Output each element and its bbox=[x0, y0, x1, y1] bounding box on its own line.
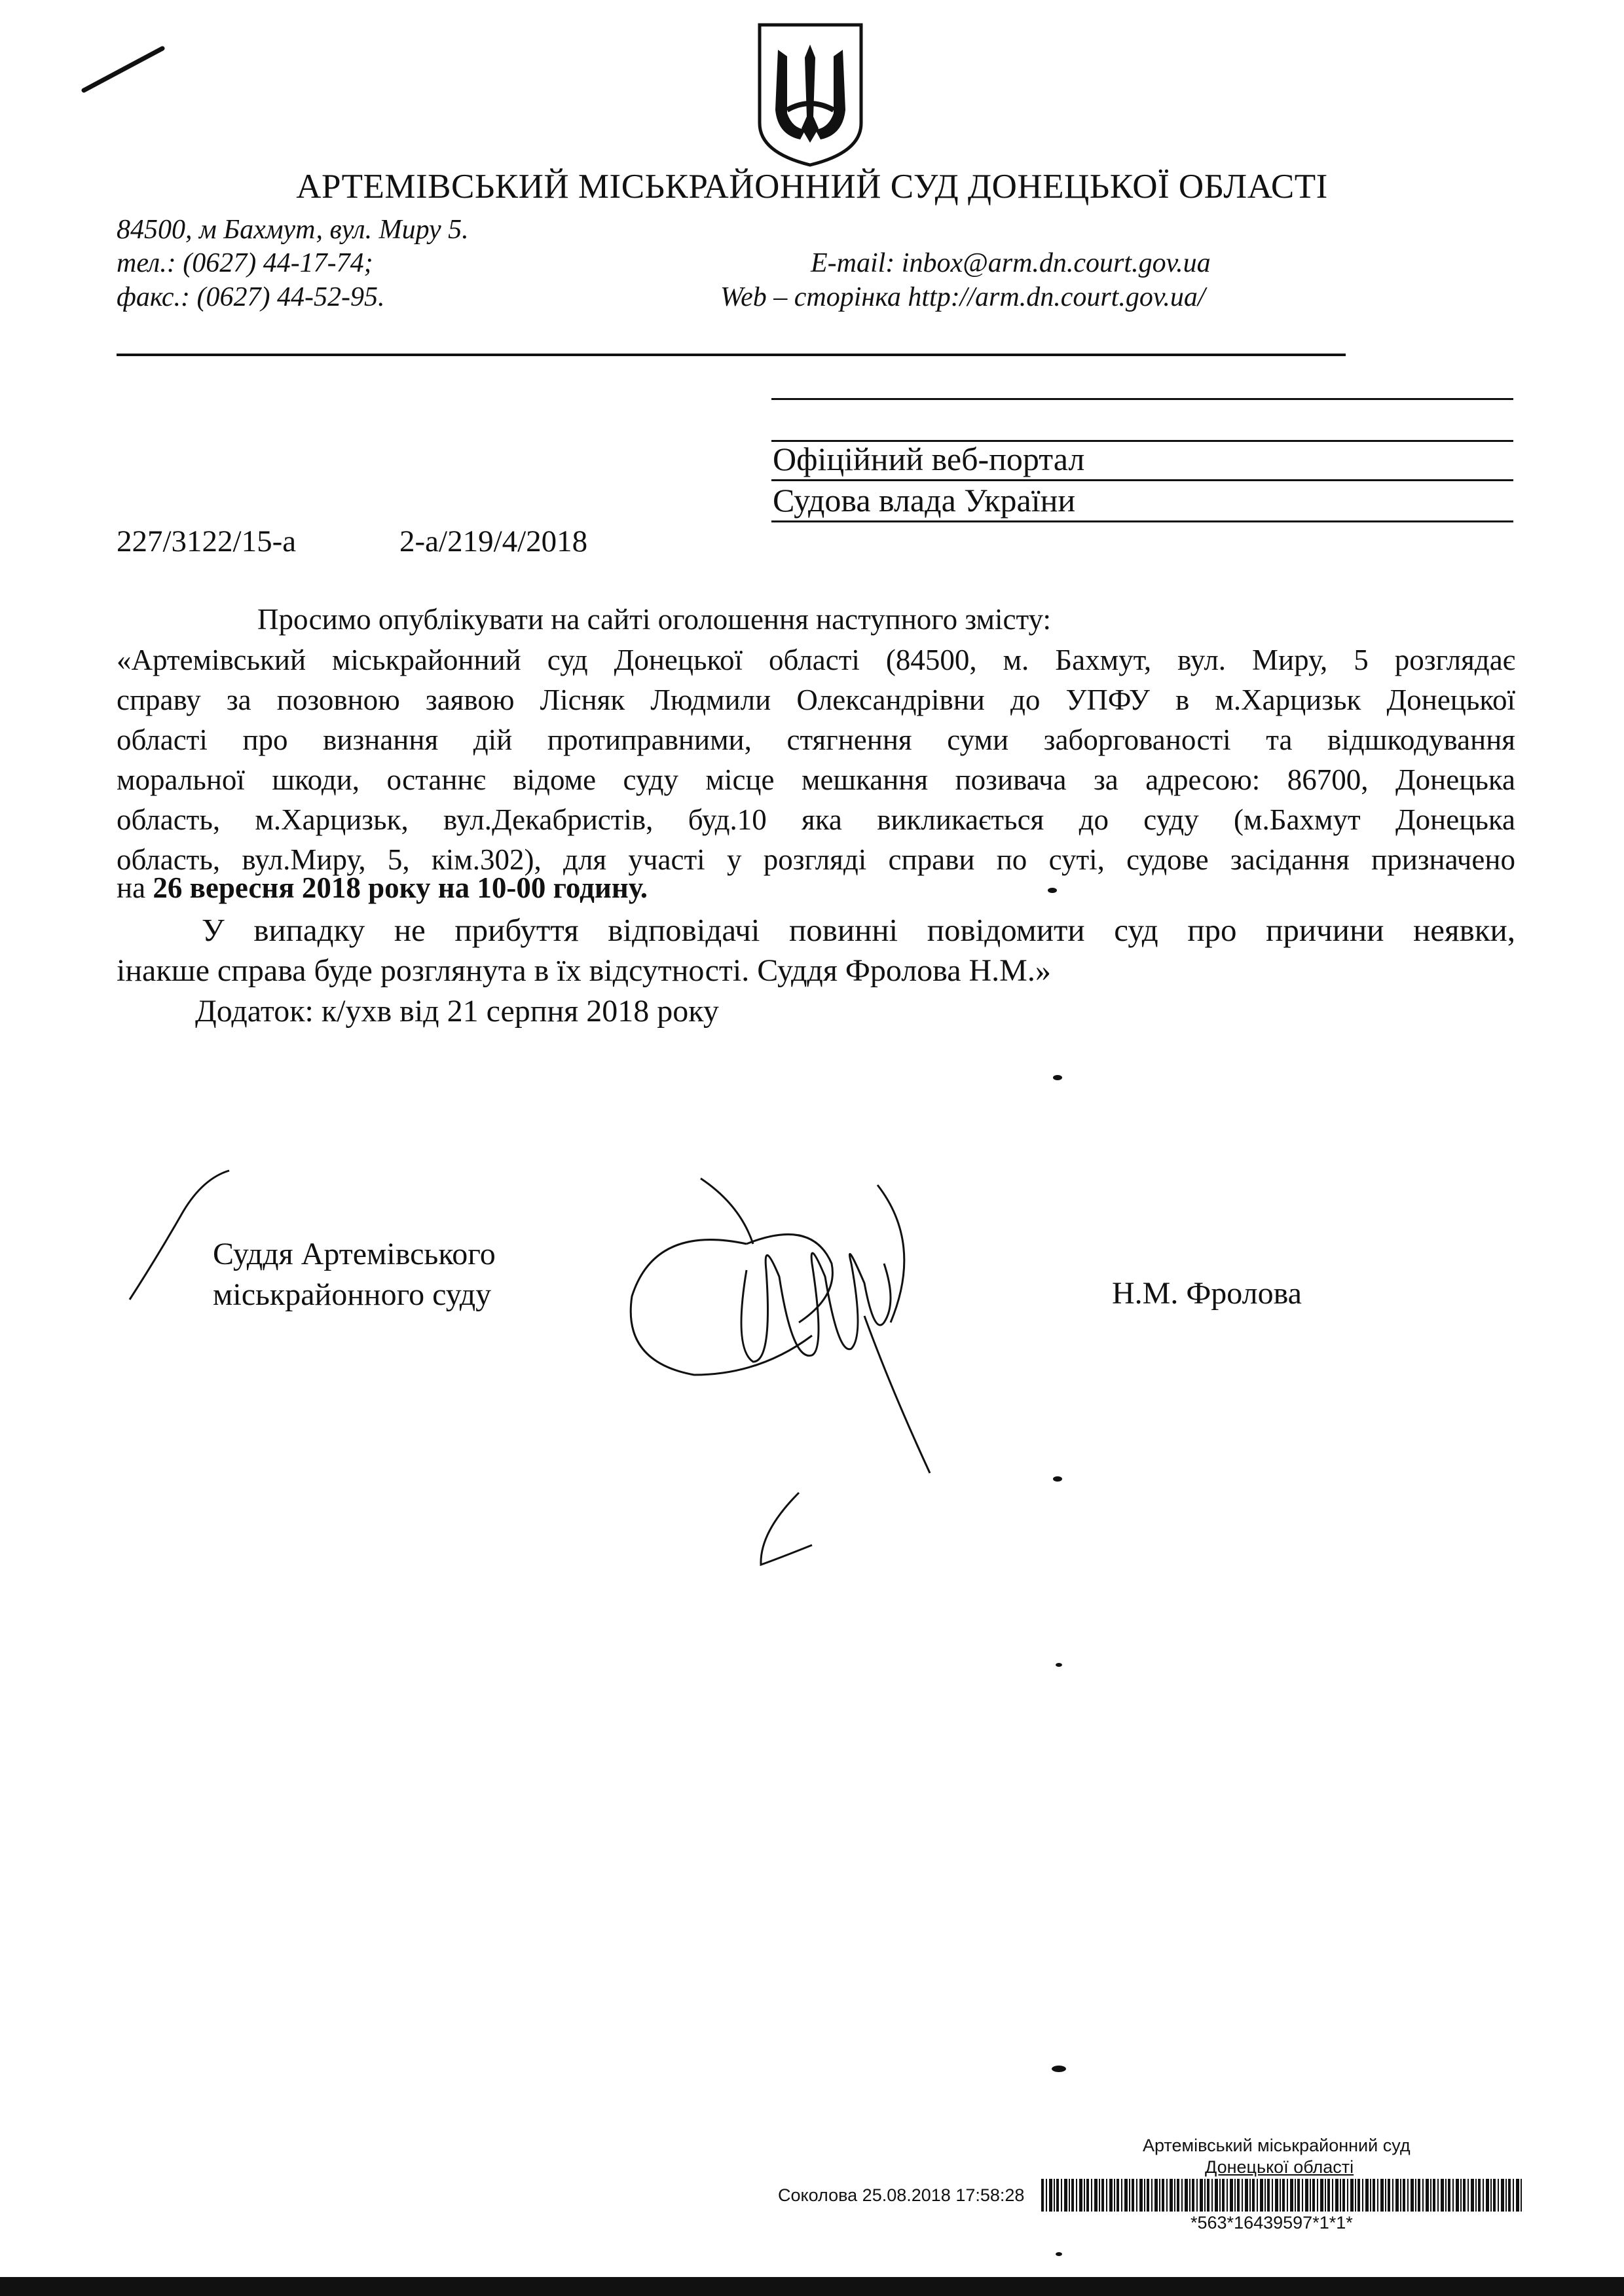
pen-mark bbox=[79, 39, 177, 98]
recipient-line1: Офіційний веб-портал bbox=[773, 441, 1085, 477]
hearing-prefix: на bbox=[117, 871, 146, 904]
court-name: АРТЕМІВСЬКИЙ МІСЬКРАЙОННИЙ СУД ДОНЕЦЬКОЇ ОБЛАСТІ bbox=[296, 168, 1328, 206]
case-number-1: 227/3122/15-а bbox=[117, 524, 297, 558]
scan-speck bbox=[1053, 1075, 1062, 1080]
scan-speck bbox=[1052, 2066, 1066, 2072]
signatory-position-line1: Суддя Артемівського bbox=[213, 1237, 496, 1271]
body-line-1: «Артемівський міськрайонний суд Донецької області (84500, м. Бахмут, вул. Миру, 5 розглядає bbox=[117, 644, 1515, 676]
court-website: Web – сторінка http://arm.dn.court.gov.ua/ bbox=[720, 282, 1206, 312]
court-phone: тел.: (0627) 44-17-74; bbox=[117, 248, 373, 278]
stamp-registrar: Соколова 25.08.2018 17:58:28 bbox=[778, 2185, 1025, 2205]
barcode-icon bbox=[1041, 2179, 1522, 2212]
recipient-line-bottom bbox=[771, 520, 1513, 522]
handwritten-signature bbox=[616, 1165, 956, 1584]
scan-speck bbox=[1053, 1476, 1062, 1482]
attachment-note: Додаток: к/ухв від 21 серпня 2018 року bbox=[195, 994, 719, 1029]
body-line-3: області про визнання дій протиправними, стягнення суми заборгованості та відшкодування bbox=[117, 723, 1515, 756]
court-address: 84500, м Бахмут, вул. Миру 5. bbox=[117, 215, 469, 245]
header-divider bbox=[117, 354, 1346, 356]
scan-border bbox=[0, 2277, 1624, 2296]
body-line-2: справу за позовною заявою Лісняк Людмили Олександрівни до УПФУ в м.Харцизьк Донецької bbox=[117, 683, 1515, 716]
court-email: E-mail: inbox@arm.dn.court.gov.ua bbox=[811, 248, 1211, 278]
publication-request: Просимо опублікувати на сайті оголошення наступного змісту: bbox=[257, 603, 1051, 636]
case-number-2: 2-а/219/4/2018 bbox=[399, 524, 588, 558]
recipient-line-top bbox=[771, 398, 1513, 400]
scan-speck bbox=[1056, 2252, 1062, 2256]
hearing-date: 26 вересня 2018 року на 10-00 годину. bbox=[153, 871, 648, 904]
recipient-line2: Судова влада України bbox=[773, 482, 1076, 519]
hearing-line bbox=[117, 871, 648, 905]
court-fax: факс.: (0627) 44-52-95. bbox=[117, 282, 385, 312]
scan-speck bbox=[1056, 1663, 1062, 1667]
stamp-org-line1: Артемівський міськрайонний суд bbox=[1143, 2136, 1411, 2155]
body-line-5: область, м.Харцизьк, вул.Декабристів, буд.10 яка викликається до суду (м.Бахмут Донецька bbox=[117, 803, 1515, 836]
scan-speck bbox=[1048, 888, 1057, 893]
stamp-org-line2: Донецької області bbox=[1205, 2157, 1354, 2177]
notice-line-1: У випадку не прибуття відповідачі повинні повідомити суд про причини неявки, bbox=[202, 912, 1515, 948]
body-line-4: моральної шкоди, останнє відоме суду місце мешкання позивача за адресою: 86700, Донецька bbox=[117, 763, 1515, 796]
signatory-position-line2: міськрайонного суду bbox=[213, 1277, 492, 1312]
notice-line-2: інакше справа буде розглянута в їх відсутності. Суддя Фролова Н.М.» bbox=[117, 953, 1051, 988]
coat-of-arms-trident-icon bbox=[753, 18, 868, 169]
body-line-6: область, вул.Миру, 5, кім.302), для участі у розгляді справи по суті, судове засідання призначено bbox=[117, 843, 1515, 876]
signatory-name: Н.М. Фролова bbox=[1112, 1276, 1302, 1311]
barcode-text: *563*16439597*1*1* bbox=[1190, 2213, 1353, 2232]
